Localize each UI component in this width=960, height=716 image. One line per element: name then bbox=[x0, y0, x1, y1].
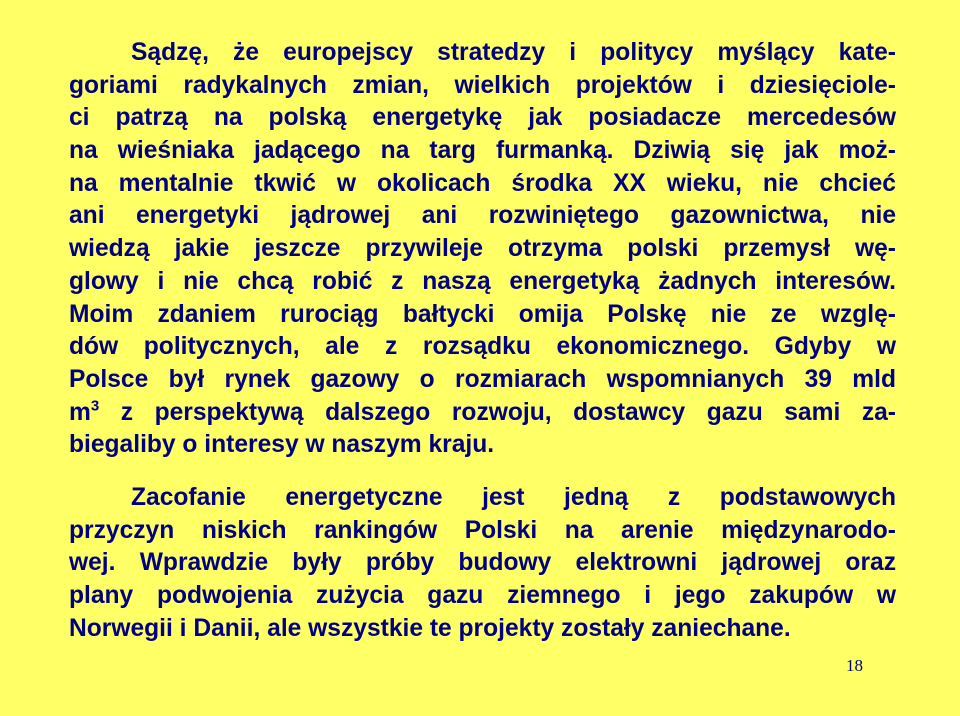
superscript-exponent: 3 bbox=[90, 397, 100, 415]
text-line: przyczyn niskich rankingów Polski na arenie międzynarodo- bbox=[69, 516, 896, 544]
text-line: na mentalnie tkwić w okolicach środka XX wieku, nie chcieć bbox=[69, 169, 896, 197]
text-line: dów politycznych, ale z rozsądku ekonomicznego. Gdyby w bbox=[69, 333, 896, 361]
text-line: ci patrzą na polską energetykę jak posiadacze mercedesów bbox=[69, 104, 896, 132]
paragraph-2 bbox=[69, 482, 896, 645]
text-line: Sądzę, że europejscy stratedzy i politycy myślący kate- bbox=[131, 39, 896, 66]
text-line: Zacofanie energetyczne jest jedną z podstawowych bbox=[131, 484, 896, 511]
text-line-last: biegaliby o interesy w naszym kraju. bbox=[69, 431, 495, 459]
text-line: ani energetyki jądrowej ani rozwiniętego gazownictwa, nie bbox=[69, 202, 896, 230]
page-number: 18 bbox=[846, 656, 863, 675]
paragraph-1 bbox=[69, 37, 896, 462]
text-line: plany podwojenia zużycia gazu ziemnego i jego zakupów w bbox=[69, 582, 896, 610]
text-line: goriami radykalnych zmian, wielkich projektów i dziesięciole- bbox=[69, 71, 896, 99]
text-line: glowy i nie chcą robić z naszą energetyką żadnych interesów. bbox=[69, 267, 896, 295]
text-line: wiedzą jakie jeszcze przywileje otrzyma polski przemysł wę- bbox=[69, 235, 896, 263]
text-line-with-superscript bbox=[69, 397, 896, 430]
text-line: Polsce był rynek gazowy o rozmiarach wspomnianych 39 mld bbox=[69, 365, 896, 393]
text-line-last: Norwegii i Danii, ale wszystkie te projekty zostały zaniechane. bbox=[69, 614, 791, 642]
unit-text: m bbox=[69, 398, 91, 426]
text-line: wej. Wprawdzie były próby budowy elektrowni jądrowej oraz bbox=[69, 549, 896, 577]
text-line: Moim zdaniem rurociąg bałtycki omija Polskę nie ze wzglę- bbox=[69, 300, 896, 328]
line-rest-text: z perspektywą dalszego rozwoju, dostawcy gazu sami za- bbox=[99, 398, 896, 426]
text-line: na wieśniaka jadącego na targ furmanką. Dziwią się jak moż- bbox=[69, 137, 896, 165]
